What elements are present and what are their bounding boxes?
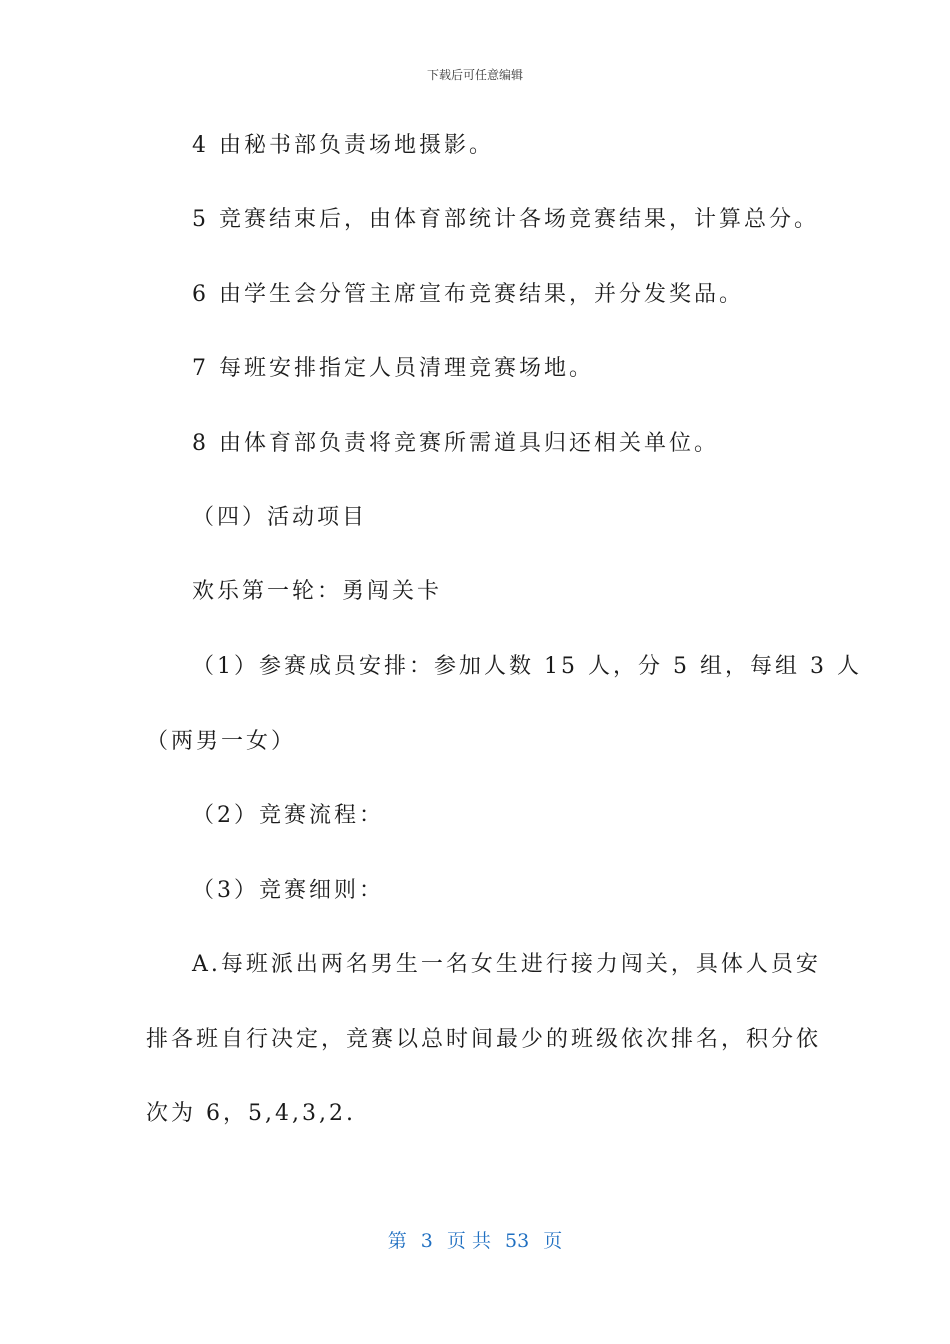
- text-line: 4 由秘书部负责场地摄影。: [192, 133, 494, 158]
- footer-suffix: 页: [543, 1230, 563, 1252]
- text-line: A.每班派出两名男生一名女生进行接力闯关，具体人员安: [192, 952, 821, 977]
- text-line: 7 每班安排指定人员清理竞赛场地。: [192, 356, 594, 381]
- current-page-number: 3: [420, 1230, 433, 1252]
- text-line: 8 由体育部负责将竞赛所需道具归还相关单位。: [192, 431, 719, 456]
- total-pages-number: 53: [505, 1230, 530, 1252]
- subsection-heading: 欢乐第一轮：勇闯关卡: [192, 579, 443, 604]
- footer-mid: 页 共: [446, 1230, 491, 1252]
- header-note: 下载后可任意编辑: [426, 68, 523, 82]
- text-line: （2）竞赛流程：: [192, 803, 384, 828]
- text-line: （1）参赛成员安排：参加人数 15 人，分 5 组，每组 3 人: [192, 654, 862, 679]
- page-footer: [0, 1226, 950, 1253]
- text-line: 次为 6，5,4,3,2.: [146, 1101, 356, 1126]
- text-line: 6 由学生会分管主席宣布竞赛结果，并分发奖品。: [192, 282, 744, 307]
- text-line: （3）竞赛细则：: [192, 878, 384, 903]
- footer-prefix: 第: [387, 1230, 407, 1252]
- section-heading: （四）活动项目: [192, 505, 368, 530]
- text-line: （两男一女）: [146, 729, 297, 754]
- text-line: 排各班自行决定，竞赛以总时间最少的班级依次排名，积分依: [146, 1027, 822, 1052]
- text-line: 5 竞赛结束后，由体育部统计各场竞赛结果，计算总分。: [192, 207, 819, 232]
